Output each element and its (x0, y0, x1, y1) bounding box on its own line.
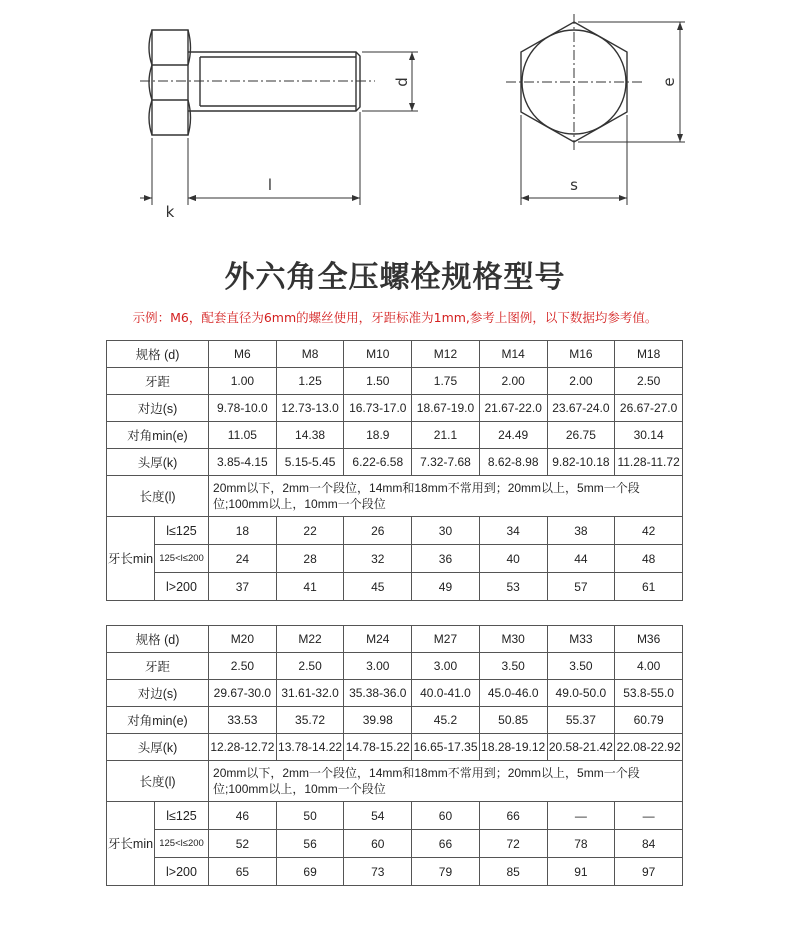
size-header-cell: M14 (479, 341, 547, 368)
value-cell: 20.58-21.42 (547, 734, 615, 761)
value-cell: 50.85 (479, 707, 547, 734)
length-description: 20mm以下，2mm一个段位，14mm和18mm不常用到；20mm以上，5mm一个段位;100mm以上，10mm一个段位 (209, 761, 683, 802)
row-label: 对角min(e) (107, 707, 209, 734)
header-row (107, 341, 683, 368)
value-cell: 18.28-19.12 (479, 734, 547, 761)
length-row (107, 761, 683, 802)
value-cell: 2.00 (547, 368, 615, 395)
value-cell: 60.79 (615, 707, 683, 734)
value-cell: 91 (547, 858, 615, 886)
table-row (107, 707, 683, 734)
label-e: e (660, 77, 678, 87)
row-label: 头厚(k) (107, 449, 209, 476)
size-header-cell: M18 (615, 341, 683, 368)
value-cell: 52 (209, 830, 277, 858)
table-row (107, 422, 683, 449)
spec-table-2 (106, 625, 683, 886)
table-row (107, 680, 683, 707)
value-cell: 56 (276, 830, 344, 858)
value-cell: 9.82-10.18 (547, 449, 615, 476)
value-cell: 2.50 (276, 653, 344, 680)
value-cell: 78 (547, 830, 615, 858)
value-cell: 69 (276, 858, 344, 886)
value-cell: 44 (547, 545, 615, 573)
value-cell: 73 (344, 858, 412, 886)
value-cell: 26.67-27.0 (615, 395, 683, 422)
row-label: 长度(l) (107, 476, 209, 517)
value-cell: 5.15-5.45 (276, 449, 344, 476)
value-cell: 28 (276, 545, 344, 573)
row-label: 规格 (d) (107, 341, 209, 368)
spec-table-1 (106, 340, 683, 601)
value-cell: 2.00 (479, 368, 547, 395)
value-cell: 16.65-17.35 (412, 734, 480, 761)
table-row (107, 368, 683, 395)
value-cell: 35.72 (276, 707, 344, 734)
value-cell: 65 (209, 858, 277, 886)
value-cell: 57 (547, 573, 615, 601)
value-cell: 39.98 (344, 707, 412, 734)
value-cell: 4.00 (615, 653, 683, 680)
value-cell: 41 (276, 573, 344, 601)
value-cell: 14.38 (276, 422, 344, 449)
value-cell: 7.32-7.68 (412, 449, 480, 476)
value-cell: 8.62-8.98 (479, 449, 547, 476)
thread-length-group-label: 牙长min (107, 517, 155, 601)
value-cell: 18 (209, 517, 277, 545)
value-cell: 9.78-10.0 (209, 395, 277, 422)
table-row (107, 449, 683, 476)
value-cell: 29.67-30.0 (209, 680, 277, 707)
row-label: 长度(l) (107, 761, 209, 802)
value-cell: 46 (209, 802, 277, 830)
value-cell: — (547, 802, 615, 830)
size-header-cell: M10 (344, 341, 412, 368)
value-cell: 6.22-6.58 (344, 449, 412, 476)
value-cell: 33.53 (209, 707, 277, 734)
bolt-head-outline (152, 30, 188, 135)
thread-row (107, 858, 683, 886)
size-header-cell: M30 (479, 626, 547, 653)
value-cell: 1.00 (209, 368, 277, 395)
value-cell: — (615, 802, 683, 830)
value-cell: 34 (479, 517, 547, 545)
value-cell: 26.75 (547, 422, 615, 449)
value-cell: 61 (615, 573, 683, 601)
value-cell: 36 (412, 545, 480, 573)
value-cell: 18.9 (344, 422, 412, 449)
label-s: s (570, 176, 578, 194)
value-cell: 72 (479, 830, 547, 858)
value-cell: 12.73-13.0 (276, 395, 344, 422)
value-cell: 26 (344, 517, 412, 545)
value-cell: 21.67-22.0 (479, 395, 547, 422)
value-cell: 30.14 (615, 422, 683, 449)
value-cell: 23.67-24.0 (547, 395, 615, 422)
value-cell: 54 (344, 802, 412, 830)
thread-row (107, 545, 683, 573)
thread-range-label: l≤125 (155, 802, 209, 830)
value-cell: 66 (479, 802, 547, 830)
size-header-cell: M36 (615, 626, 683, 653)
row-label: 规格 (d) (107, 626, 209, 653)
value-cell: 48 (615, 545, 683, 573)
label-k: k (165, 203, 175, 221)
table-row (107, 734, 683, 761)
value-cell: 13.78-14.22 (276, 734, 344, 761)
value-cell: 97 (615, 858, 683, 886)
row-label: 对角min(e) (107, 422, 209, 449)
label-d: d (393, 77, 411, 87)
value-cell: 22.08-22.92 (615, 734, 683, 761)
value-cell: 38 (547, 517, 615, 545)
row-label: 牙距 (107, 368, 209, 395)
value-cell: 3.50 (479, 653, 547, 680)
value-cell: 53 (479, 573, 547, 601)
size-header-cell: M6 (209, 341, 277, 368)
thread-range-label: 125<l≤200 (155, 830, 209, 858)
value-cell: 84 (615, 830, 683, 858)
value-cell: 42 (615, 517, 683, 545)
value-cell: 50 (276, 802, 344, 830)
value-cell: 24 (209, 545, 277, 573)
value-cell: 30 (412, 517, 480, 545)
value-cell: 1.50 (344, 368, 412, 395)
value-cell: 79 (412, 858, 480, 886)
thread-range-label: l>200 (155, 573, 209, 601)
row-label: 对边(s) (107, 395, 209, 422)
value-cell: 22 (276, 517, 344, 545)
value-cell: 24.49 (479, 422, 547, 449)
thread-row (107, 830, 683, 858)
thread-length-group-label: 牙长min (107, 802, 155, 886)
value-cell: 12.28-12.72 (209, 734, 277, 761)
table-row (107, 653, 683, 680)
value-cell: 14.78-15.22 (344, 734, 412, 761)
value-cell: 49.0-50.0 (547, 680, 615, 707)
value-cell: 60 (344, 830, 412, 858)
value-cell: 2.50 (615, 368, 683, 395)
thread-range-label: l≤125 (155, 517, 209, 545)
example-note: 示例：M6，配套直径为6mm的螺丝使用，牙距标准为1mm,参考上图例，以下数据均参考值。 (132, 310, 658, 325)
value-cell: 1.25 (276, 368, 344, 395)
value-cell: 1.75 (412, 368, 480, 395)
row-label: 牙距 (107, 653, 209, 680)
value-cell: 40 (479, 545, 547, 573)
thread-range-label: 125<l≤200 (155, 545, 209, 573)
value-cell: 49 (412, 573, 480, 601)
value-cell: 45 (344, 573, 412, 601)
size-header-cell: M22 (276, 626, 344, 653)
value-cell: 32 (344, 545, 412, 573)
size-header-cell: M12 (412, 341, 480, 368)
thread-row (107, 517, 683, 545)
row-label: 对边(s) (107, 680, 209, 707)
value-cell: 45.2 (412, 707, 480, 734)
size-header-cell: M24 (344, 626, 412, 653)
value-cell: 21.1 (412, 422, 480, 449)
value-cell: 3.00 (412, 653, 480, 680)
value-cell: 16.73-17.0 (344, 395, 412, 422)
size-header-cell: M8 (276, 341, 344, 368)
value-cell: 53.8-55.0 (615, 680, 683, 707)
size-header-cell: M20 (209, 626, 277, 653)
value-cell: 3.00 (344, 653, 412, 680)
label-l: l (267, 176, 273, 194)
length-row (107, 476, 683, 517)
value-cell: 85 (479, 858, 547, 886)
row-label: 头厚(k) (107, 734, 209, 761)
bolt-dimension-diagram (0, 0, 790, 240)
size-header-cell: M27 (412, 626, 480, 653)
value-cell: 3.85-4.15 (209, 449, 277, 476)
value-cell: 11.28-11.72 (615, 449, 683, 476)
value-cell: 3.50 (547, 653, 615, 680)
length-description: 20mm以下，2mm一个段位，14mm和18mm不常用到；20mm以上，5mm一个段位;100mm以上，10mm一个段位 (209, 476, 683, 517)
value-cell: 18.67-19.0 (412, 395, 480, 422)
size-header-cell: M16 (547, 341, 615, 368)
value-cell: 37 (209, 573, 277, 601)
value-cell: 11.05 (209, 422, 277, 449)
size-header-cell: M33 (547, 626, 615, 653)
thread-row (107, 802, 683, 830)
value-cell: 55.37 (547, 707, 615, 734)
page-title: 外六角全压螺栓规格型号 (224, 260, 566, 295)
table-row (107, 395, 683, 422)
value-cell: 66 (412, 830, 480, 858)
value-cell: 35.38-36.0 (344, 680, 412, 707)
thread-range-label: l>200 (155, 858, 209, 886)
value-cell: 40.0-41.0 (412, 680, 480, 707)
header-row (107, 626, 683, 653)
thread-row (107, 573, 683, 601)
value-cell: 45.0-46.0 (479, 680, 547, 707)
value-cell: 60 (412, 802, 480, 830)
value-cell: 2.50 (209, 653, 277, 680)
value-cell: 31.61-32.0 (276, 680, 344, 707)
